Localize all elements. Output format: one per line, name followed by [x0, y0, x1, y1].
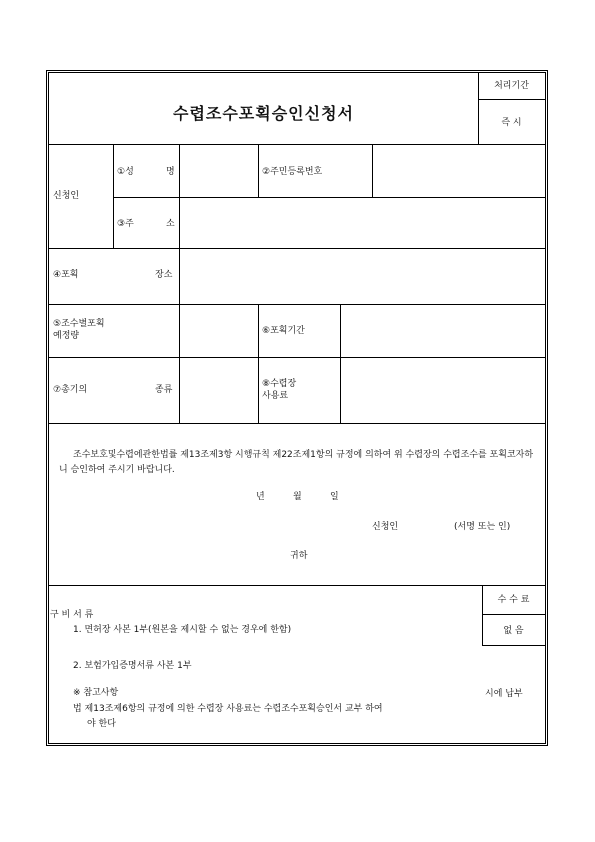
application-statement: 조수보호및수렵에관한법률 제13조제3항 시행규칙 제22조제1항의 규정에 의하여 위 수렵장의 수렵조수를 포획코자하니 승인하여 주시기 바랍니다.: [59, 450, 534, 475]
planned-amount-label-2: 예정량: [53, 331, 80, 341]
name-label: ①성: [117, 167, 134, 177]
fee-payment-note: 시에 납부: [485, 689, 523, 699]
gun-type-field[interactable]: [180, 358, 257, 423]
documents-heading: 구 비 서 류: [50, 610, 94, 620]
processing-period-label: 처리기간: [494, 81, 529, 91]
note-line-1: 법 제13조제6항의 규정에 의한 수렵장 사용료는 수렵조수포획승인서 교부 하여: [73, 704, 383, 714]
rule-fee-bottom: [482, 645, 545, 646]
gun-type-label-end: 종류: [155, 385, 173, 395]
rule-period-label-left: [258, 304, 259, 423]
hunting-fee-label-2: 사용료: [262, 391, 289, 401]
planned-amount-field[interactable]: [180, 305, 257, 357]
address-label-end: 소: [166, 219, 175, 229]
planned-amount-label-1: ⑤조수별포획: [53, 319, 105, 329]
resident-number-label: ②주민등록번호: [262, 167, 323, 177]
addressee: 귀하: [290, 551, 308, 561]
gun-type-label: ⑦총기의: [53, 385, 88, 395]
name-field[interactable]: [180, 145, 257, 197]
document-item-1: 1. 면허장 사본 1부(원본을 제시할 수 없는 경우에 한함): [73, 625, 292, 635]
date-year: 년: [256, 492, 265, 502]
processing-period-value: 즉 시: [501, 118, 522, 128]
note-line-2: 야 한다: [87, 719, 116, 729]
resident-number-field[interactable]: [373, 145, 545, 197]
applicant-section-label: 신청인: [53, 191, 80, 201]
hunting-fee-label-1: ⑧수렵장: [262, 379, 297, 389]
signature-applicant-label: 신청인: [372, 522, 399, 532]
rule-fee-mid: [482, 614, 545, 615]
hunting-fee-field[interactable]: [341, 358, 545, 423]
address-field[interactable]: [180, 198, 545, 248]
date-month: 월: [293, 492, 302, 502]
name-label-end: 명: [166, 167, 175, 177]
rule-processing-mid: [478, 99, 545, 100]
rule-applicant-label: [113, 144, 114, 248]
capture-place-label: ④포획: [53, 270, 79, 280]
form-title: 수렵조수포획승인신청서: [172, 104, 355, 123]
capture-period-field[interactable]: [341, 305, 545, 357]
fee-label: 수 수 료: [497, 595, 530, 605]
rule-below-statement: [49, 585, 545, 586]
capture-period-label: ⑥포획기간: [262, 326, 305, 336]
document-item-2: 2. 보험가입증명서류 사본 1부: [73, 661, 192, 671]
capture-place-label-end: 장소: [155, 270, 173, 280]
rule-below-gun: [49, 423, 545, 424]
capture-place-field[interactable]: [180, 249, 545, 304]
address-label: ③주: [117, 219, 134, 229]
note-heading: ※ 참고사항: [73, 688, 119, 698]
application-form: [46, 70, 548, 746]
signature-note: (서명 또는 인): [454, 522, 511, 532]
rule-id-label-left: [258, 144, 259, 197]
fee-value: 없 음: [503, 626, 524, 636]
date-day: 일: [330, 492, 339, 502]
